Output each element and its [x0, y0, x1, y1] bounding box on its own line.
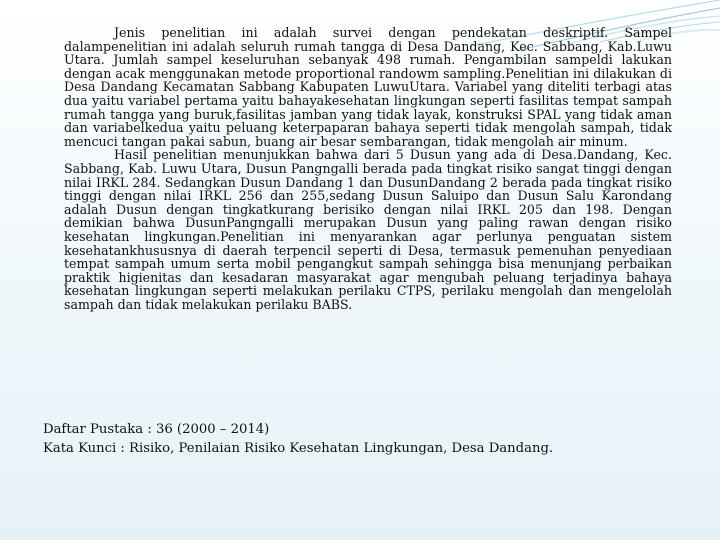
abstract-paragraph-results: Hasil penelitian menunjukkan bahwa dari 5 Dusun yang ada di Desa.Dandang, Kec. Sabbang, Kab. Luwu Utara, Dusun Pangngalli berada pada tingkat risiko sangat tinggi dengan nilai IRKL 284. Sedangkan Dusun Dandang 1 dan DusunDandang 2 berada pada tingkat risiko tinggi dengan nilai IRKL 256 dan 255,sedang Dusun Saluipo dan Dusun Salu Karondang adalah Dusun dengan tingkatkurang berisiko dengan nilai IRKL 205 dan 198. Dengan demikian bahwa DusunPangngalli merupakan Dusun yang paling rawan dengan risiko kesehatan lingkungan.Penelitian ini menyarankan agar perlunya penguatan sistem kesehatankhususnya di daerah terpencil seperti di Desa, termasuk pemenuhan penyediaan tempat sampah umum serta mobil pengangkut sampah sehingga bisa menunjang perbaikan praktik higienitas dan kesadaran masyarakat agar mengubah peluang terjadinya bahaya kesehatan lingkungan seperti melakukan perilaku CTPS, perilaku mengolah dan mengelolah sampah dan tidak melakukan perilaku BABS. — [64, 147, 672, 312]
metadata-section — [43, 420, 683, 458]
abstract-section — [64, 26, 672, 311]
abstract-paragraph-methods: Jenis penelitian ini adalah survei dengan pendekatan deskriptif. Sampel dalampenelitian ini adalah seluruh rumah tangga di Desa Dandang, Kec. Sabbang, Kab.Luwu Utara. Jumlah sampel keseluruhan sebanyak 498 rumah. Pengambilan sampeldi lakukan dengan acak menggunakan metode proportional randowm sampling.Penelitian ini dilakukan di Desa Dandang Kecamatan Sabbang Kabupaten LuwuUtara. Variabel yang diteliti terbagi atas dua yaitu variabel pertama yaitu bahayakesehatan lingkungan seperti fasilitas tempat sampah rumah tangga yang buruk,fasilitas jamban yang tidak layak, konstruksi SPAL yang tidak aman dan variabelkedua yaitu peluang keterpaparan bahaya seperti tidak mengolah sampah, tidak mencuci tangan pakai sabun, buang air besar sembarangan, tidak mengolah air minum. — [64, 25, 672, 149]
references-count: Daftar Pustaka : 36 (2000 – 2014) — [43, 422, 270, 437]
keywords: Kata Kunci : Risiko, Penilaian Risiko Kesehatan Lingkungan, Desa Dandang. — [43, 441, 554, 456]
